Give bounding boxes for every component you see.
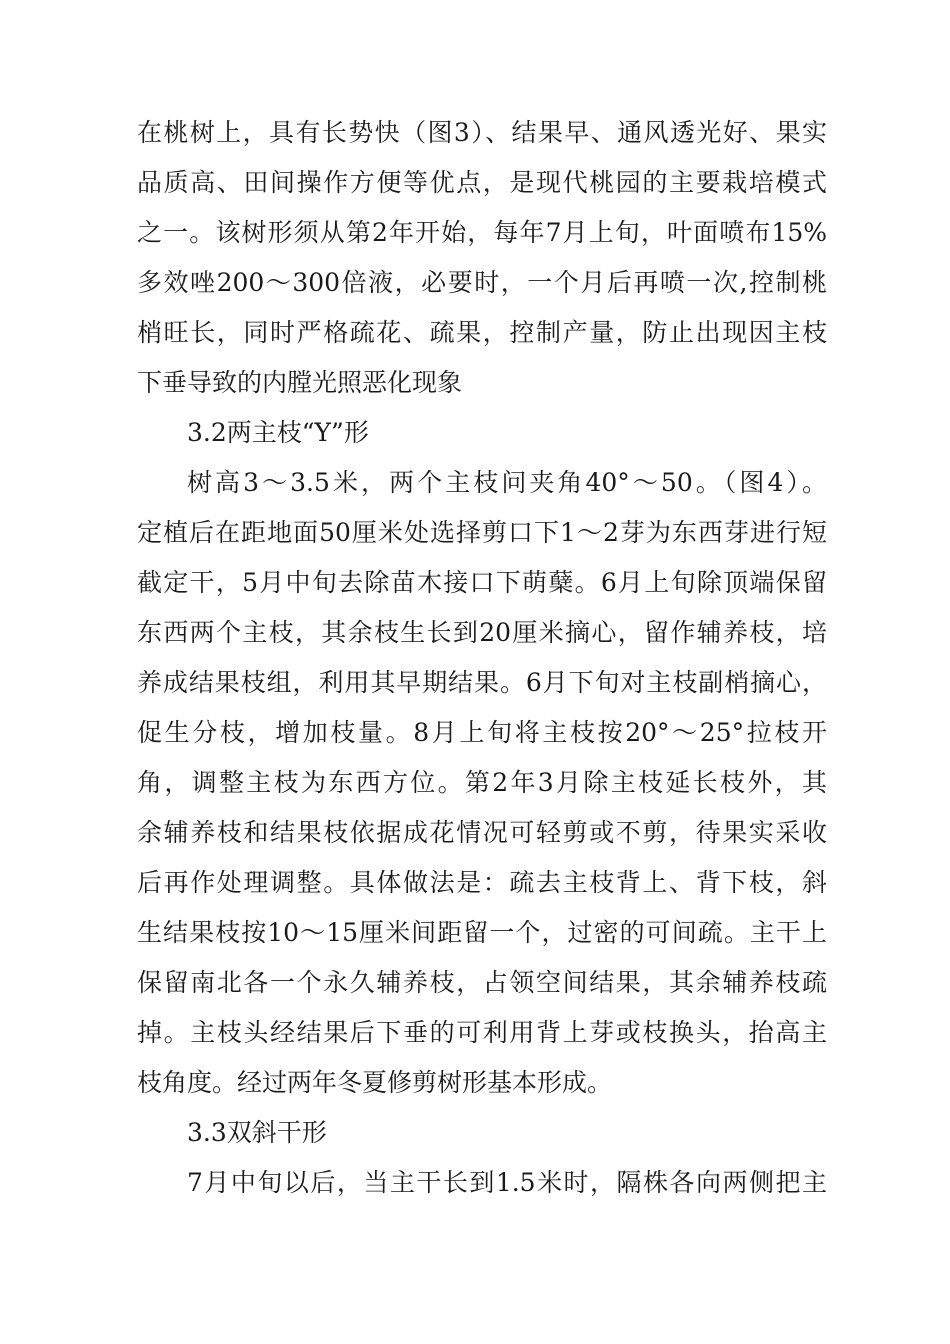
paragraph-line: 在桃树上，具有长势快（图3）、结果早、通风透光好、果实 — [137, 118, 827, 147]
paragraph-line: 生结果枝按10～15厘米间距留一个，过密的可间疏。主干上 — [137, 918, 827, 947]
paragraph-line: 梢旺长，同时严格疏花、疏果，控制产量，防止出现因主枝 — [137, 318, 827, 347]
body-text — [137, 108, 827, 1208]
section-heading-3-3: 3.3双斜干形 — [187, 1118, 327, 1147]
paragraph-line: 下垂导致的内膛光照恶化现象 — [137, 368, 463, 397]
paragraph-line: 保留南北各一个永久辅养枝，占领空间结果，其余辅养枝疏 — [137, 968, 827, 997]
paragraph-line: 枝角度。经过两年冬夏修剪树形基本形成。 — [137, 1068, 613, 1097]
paragraph-line: 角，调整主枝为东西方位。第2年3月除主枝延长枝外，其 — [137, 768, 827, 797]
paragraph-line: 促生分枝，增加枝量。8月上旬将主枝按20°～25°拉枝开 — [137, 718, 827, 747]
paragraph-line: 品质高、田间操作方便等优点，是现代桃园的主要栽培模式 — [137, 168, 827, 197]
paragraph-line: 7月中旬以后，当主干长到1.5米时，隔株各向两侧把主 — [187, 1168, 827, 1197]
paragraph-line: 之一。该树形须从第2年开始，每年7月上旬，叶面喷布15% — [137, 218, 827, 247]
paragraph-line: 掉。主枝头经结果后下垂的可利用背上芽或枝换头，抬高主 — [137, 1018, 827, 1047]
paragraph-line: 截定干，5月中旬去除苗木接口下萌蘖。6月上旬除顶端保留 — [137, 568, 827, 597]
paragraph-line: 定植后在距地面50厘米处选择剪口下1～2芽为东西芽进行短 — [137, 518, 827, 547]
paragraph-line: 东西两个主枝，其余枝生长到20厘米摘心，留作辅养枝，培 — [137, 618, 827, 647]
paragraph-line: 养成结果枝组，利用其早期结果。6月下旬对主枝副梢摘心， — [137, 668, 827, 697]
paragraph-line: 多效唑200～300倍液，必要时，一个月后再喷一次,控制桃 — [137, 268, 827, 297]
paragraph-line: 树高3～3.5米，两个主枝问夹角40°～50。（图4）。 — [187, 468, 827, 497]
paragraph-line: 余辅养枝和结果枝依据成花情况可轻剪或不剪，待果实采收 — [137, 818, 827, 847]
paragraph-line: 后再作处理调整。具体做法是：疏去主枝背上、背下枝，斜 — [137, 868, 827, 897]
section-heading-3-2: 3.2两主枝“Y”形 — [187, 418, 369, 447]
